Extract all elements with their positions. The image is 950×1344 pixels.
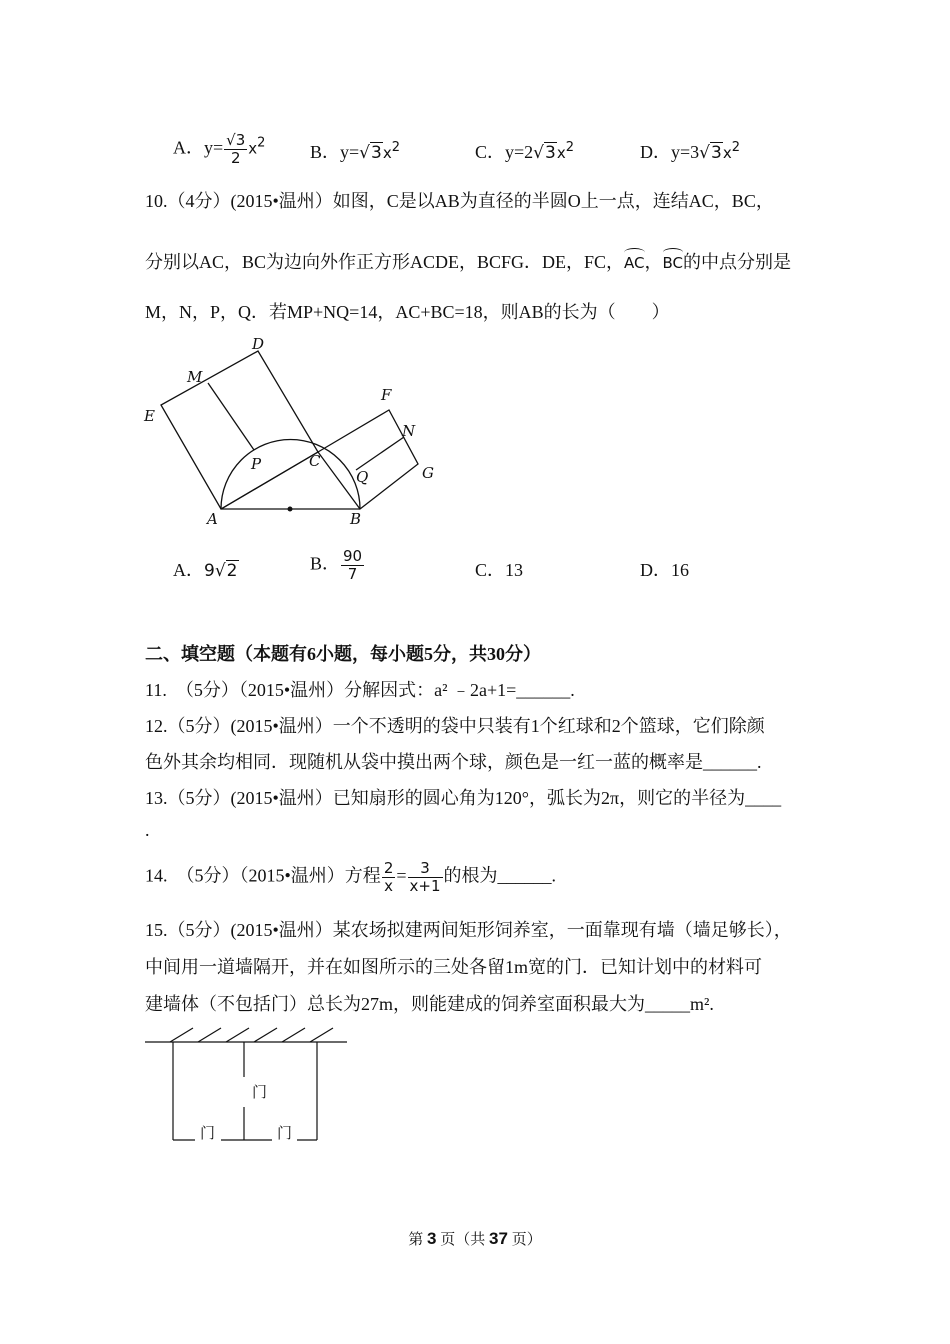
label-a: A [207, 510, 218, 528]
q15-line-2: 中间用一道墙隔开，并在如图所示的三处各留1m宽的门．已知计划中的材料可 [145, 957, 762, 977]
q10-option-b: B． $\frac{90}{7}$ [310, 547, 363, 583]
label-e: E [144, 407, 155, 425]
door-label-middle: 门 [252, 1083, 268, 1101]
q9-option-a: A．y= $\frac{√3}{2}$ $x^2$ [173, 131, 266, 167]
q10-option-c: C．13 [475, 560, 524, 580]
q10-geometry-figure [140, 330, 450, 535]
q10-option-d: D．16 [640, 560, 689, 580]
label-g: G [422, 464, 434, 482]
q13-line-2: . [145, 820, 150, 840]
q15-line-3: 建墙体（不包括门）总长为27m，则能建成的饲养室面积最大为_____m². [145, 994, 714, 1014]
total-pages: 37 [489, 1229, 508, 1248]
q9-option-d: D．$y=3√3x^2$ [640, 140, 740, 163]
q14: 14. （5分）（2015•温州）方程 $\frac{2}{x}$ = $\frac{3}{x+1}$ 的根为______. [145, 859, 557, 895]
label-p: P [251, 455, 262, 473]
q15-enclosure-figure [140, 1020, 355, 1150]
page-number: 3 [427, 1229, 437, 1248]
q10-line-1: 10.（4分）(2015•温州）如图，C是以AB为直径的半圆O上一点，连结AC，BC， [145, 191, 774, 211]
q9-a-numerator: √3 [226, 131, 246, 149]
door-label-left: 门 [200, 1124, 216, 1142]
label-c: C [309, 452, 321, 470]
label-m: M [187, 368, 203, 386]
q10-option-a: A．9√2 [173, 560, 238, 581]
center-point-o [288, 507, 293, 512]
q11: 11. （5分）（2015•温州）分解因式：a² ﹣2a+1=______. [145, 680, 575, 700]
q12-line-2: 色外其余均相同．现随机从袋中摸出两个球，颜色是一红一蓝的概率是______. [145, 752, 762, 772]
label-b: B [350, 510, 362, 528]
q9-option-b: B．$y=√3x^2$ [310, 140, 401, 163]
page-footer: 第 3 页（共 37 页） [408, 1229, 542, 1248]
door-label-right: 门 [277, 1124, 293, 1142]
arc-bc: BC [663, 248, 684, 272]
q9-option-c: C．$y=2√3x^2$ [475, 140, 575, 163]
q10-line-3: M，N，P，Q．若MP+NQ=14，AC+BC=18，则AB的长为（ ） [145, 302, 670, 322]
q13-line-1: 13.（5分）(2015•温州）已知扇形的圆心角为120°，弧长为2π，则它的半径为____ [145, 788, 782, 808]
label-f: F [381, 386, 392, 404]
arc-ac: AC [624, 248, 644, 272]
label-n: N [402, 422, 416, 440]
q12-line-1: 12.（5分）(2015•温州）一个不透明的袋中只装有1个红球和2个篮球，它们除颜 [145, 716, 765, 736]
label-q: Q [356, 468, 369, 486]
q15-line-1: 15.（5分）(2015•温州）某农场拟建两间矩形饲养室，一面靠现有墙（墙足够长）， [145, 920, 792, 940]
label-d: D [252, 335, 265, 353]
q10-line-2: 分别以AC，BC为边向外作正方形ACDE，BCFG．DE，FC，AC，BC的中点分别是 [145, 248, 791, 274]
section-2-heading: 二、填空题（本题有6小题，每小题5分，共30分） [145, 644, 541, 664]
